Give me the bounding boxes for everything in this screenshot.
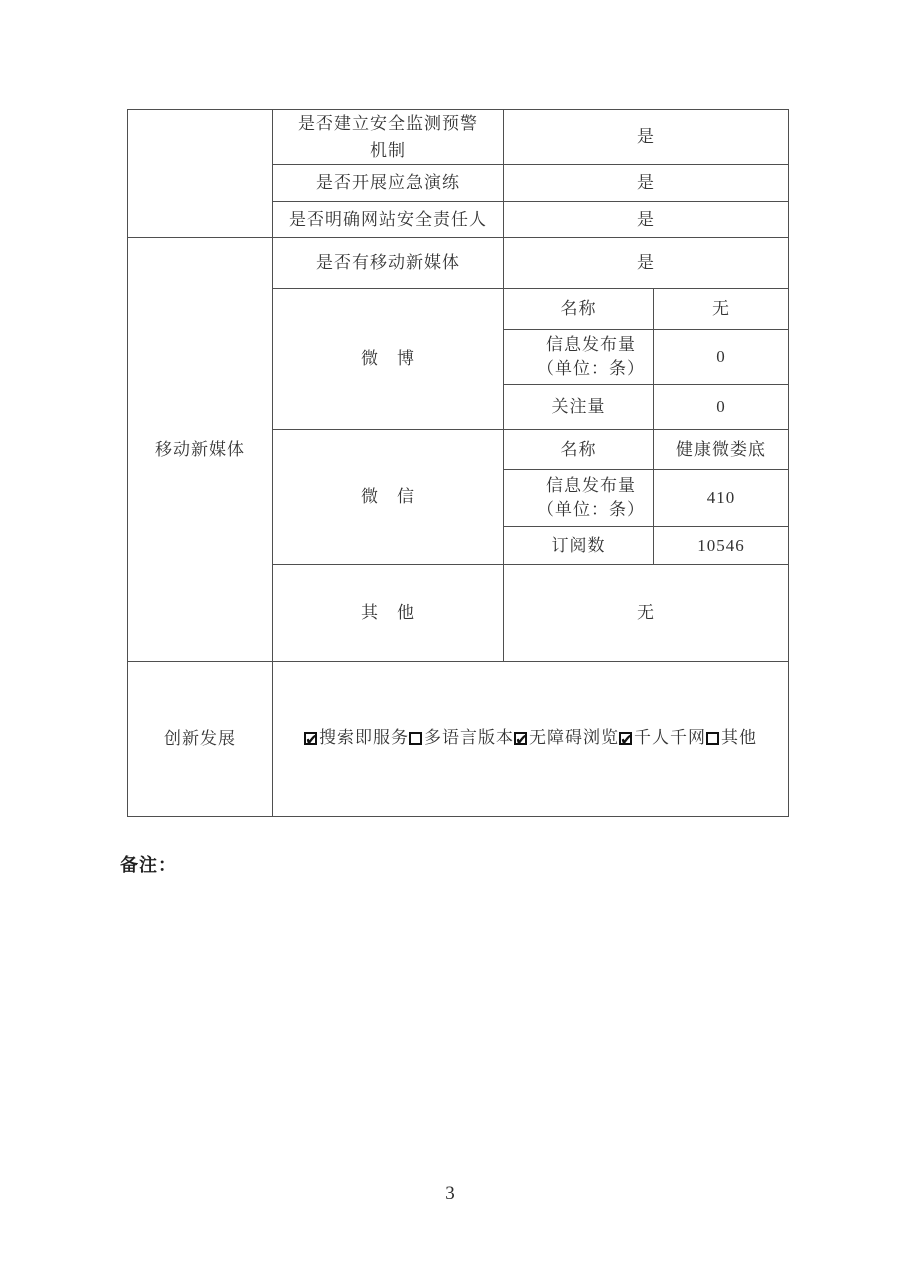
weibo-publish-label: [504, 330, 654, 385]
innovation-option: [706, 725, 757, 751]
security-answer-responsible: 是: [504, 202, 789, 238]
other-media-value: 无: [504, 565, 789, 662]
wechat-publish-label-line1: 信息发布量: [546, 476, 636, 495]
wechat-label: 微 信: [273, 430, 504, 565]
wechat-name-value: 健康微娄底: [654, 430, 789, 470]
security-answer-monitoring: 是: [504, 110, 789, 165]
checkbox-checked-icon: [619, 732, 632, 745]
innovation-option-label: 无障碍浏览: [529, 728, 619, 748]
wechat-name-label: 名称: [504, 430, 654, 470]
innovation-options-cell: [273, 662, 789, 817]
security-question-drill: 是否开展应急演练: [273, 165, 504, 202]
weibo-followers-value: 0: [654, 385, 789, 430]
other-media-label: 其 他: [273, 565, 504, 662]
notes-label: 备注：: [120, 855, 177, 875]
weibo-name-value: 无: [654, 289, 789, 330]
security-group-cell: [128, 110, 273, 238]
weibo-name-label: 名称: [504, 289, 654, 330]
innovation-option-label: 搜索即服务: [319, 728, 409, 748]
weibo-publish-label-line2: （单位：条）: [537, 359, 645, 378]
checkbox-unchecked-icon: [706, 732, 719, 745]
checkbox-unchecked-icon: [409, 732, 422, 745]
wechat-publish-value: 410: [654, 470, 789, 527]
security-question-responsible: 是否明确网站安全责任人: [273, 202, 504, 238]
security-answer-drill: 是: [504, 165, 789, 202]
mobile-media-group-label: 移动新媒体: [128, 238, 273, 662]
innovation-option: [304, 725, 409, 751]
has-mobile-value: 是: [504, 238, 789, 289]
table-row: [128, 110, 789, 165]
checkbox-checked-icon: [304, 732, 317, 745]
weibo-publish-label-line1: 信息发布量: [546, 335, 636, 354]
annual-report-table: [127, 109, 789, 817]
innovation-group-label: 创新发展: [128, 662, 273, 817]
security-question-line2: 机制: [370, 141, 406, 160]
has-mobile-label: 是否有移动新媒体: [273, 238, 504, 289]
weibo-label: 微 博: [273, 289, 504, 430]
wechat-publish-label: [504, 470, 654, 527]
page-number: 3: [445, 1183, 455, 1204]
security-question-monitoring: [273, 110, 504, 165]
weibo-publish-value: 0: [654, 330, 789, 385]
innovation-option-label: 多语言版本: [424, 728, 514, 748]
security-question-line1: 是否建立安全监测预警: [298, 114, 478, 133]
innovation-option-label: 千人千网: [634, 728, 706, 748]
innovation-option: [409, 725, 514, 751]
wechat-publish-label-line2: （单位：条）: [537, 500, 645, 519]
table-row: [128, 662, 789, 817]
innovation-option-label: 其他: [721, 728, 757, 748]
innovation-option: [619, 725, 706, 751]
innovation-option: [514, 725, 619, 751]
wechat-subscribers-label: 订阅数: [504, 527, 654, 565]
weibo-followers-label: 关注量: [504, 385, 654, 430]
table-row: [128, 238, 789, 289]
checkbox-checked-icon: [514, 732, 527, 745]
wechat-subscribers-value: 10546: [654, 527, 789, 565]
